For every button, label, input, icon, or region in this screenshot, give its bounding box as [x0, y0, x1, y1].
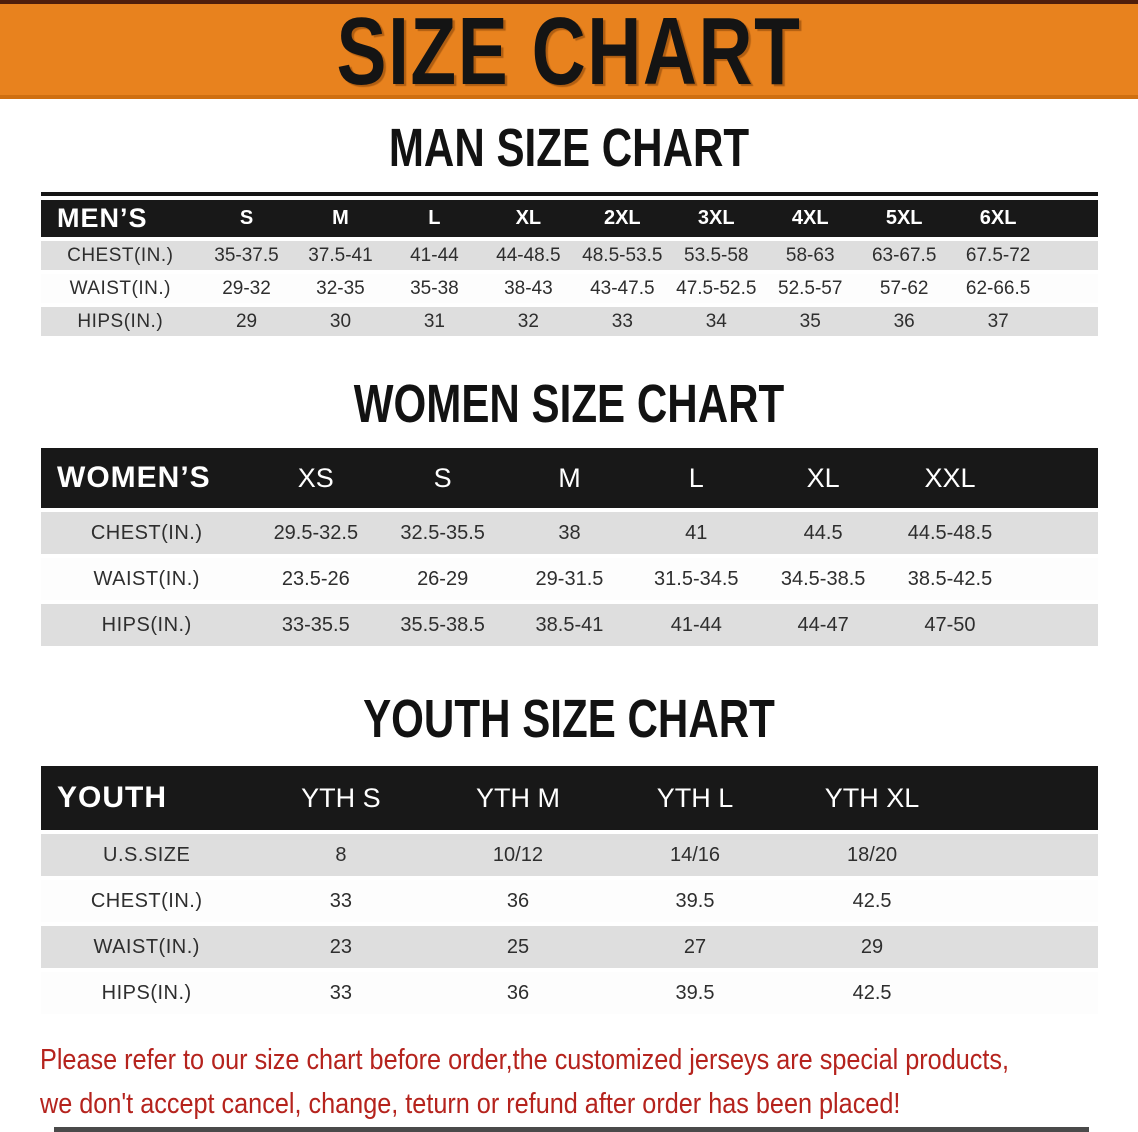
table-cell: 27: [606, 926, 783, 968]
order-notice-line-1: Please refer to our size chart before order,the customized jerseys are special products,: [40, 1044, 1010, 1076]
row-spacer-cell: [961, 972, 1098, 1014]
table-cell: 38: [506, 512, 633, 554]
table-cell: 36: [857, 307, 951, 336]
table-corner-label: MEN’S: [41, 200, 200, 237]
column-header: 5XL: [857, 200, 951, 237]
table-row: [41, 274, 1098, 303]
column-header: M: [293, 200, 387, 237]
table-cell: 35: [763, 307, 857, 336]
men-section-heading: MAN SIZE CHART: [388, 118, 750, 178]
table-header-row: [41, 448, 1098, 508]
table-cell: 32: [481, 307, 575, 336]
table-cell: 52.5-57: [763, 274, 857, 303]
women-section: [0, 374, 1138, 650]
row-label: CHEST(IN.): [41, 880, 252, 922]
row-label: WAIST(IN.): [41, 274, 200, 303]
table-row: [41, 972, 1098, 1014]
table-cell: 44.5-48.5: [887, 512, 1014, 554]
table-cell: 34.5-38.5: [760, 558, 887, 600]
table-cell: 44-47: [760, 604, 887, 646]
table-cell: 67.5-72: [951, 241, 1045, 270]
table-cell: 62-66.5: [951, 274, 1045, 303]
table-cell: 23: [252, 926, 429, 968]
table-row: [41, 558, 1098, 600]
table-cell: 37.5-41: [293, 241, 387, 270]
women-size-table: [41, 444, 1098, 650]
row-label: HIPS(IN.): [41, 307, 200, 336]
table-cell: 33: [252, 972, 429, 1014]
table-cell: 23.5-26: [252, 558, 379, 600]
table-corner-label: WOMEN’S: [41, 448, 252, 508]
table-cell: 25: [429, 926, 606, 968]
table-cell: 26-29: [379, 558, 506, 600]
table-cell: 41: [633, 512, 760, 554]
row-spacer-cell: [1013, 512, 1098, 554]
column-header: M: [506, 448, 633, 508]
row-label: HIPS(IN.): [41, 604, 252, 646]
header-spacer-cell: [1013, 448, 1098, 508]
table-header-row: [41, 200, 1098, 237]
table-cell: 33: [575, 307, 669, 336]
column-header: YTH S: [252, 766, 429, 830]
table-cell: 43-47.5: [575, 274, 669, 303]
table-cell: 47.5-52.5: [669, 274, 763, 303]
table-cell: 41-44: [387, 241, 481, 270]
table-row: [41, 604, 1098, 646]
row-spacer-cell: [1045, 241, 1098, 270]
table-cell: 29: [784, 926, 961, 968]
row-spacer-cell: [1013, 558, 1098, 600]
men-section: [0, 118, 1138, 340]
table-cell: 58-63: [763, 241, 857, 270]
table-cell: 36: [429, 880, 606, 922]
order-notice: [40, 1038, 1010, 1126]
column-header: 2XL: [575, 200, 669, 237]
table-cell: 38-43: [481, 274, 575, 303]
table-cell: 33-35.5: [252, 604, 379, 646]
row-spacer-cell: [1045, 307, 1098, 336]
header-spacer-cell: [1045, 200, 1098, 237]
youth-section: [0, 689, 1138, 1018]
table-cell: 35-37.5: [200, 241, 294, 270]
table-cell: 41-44: [633, 604, 760, 646]
youth-section-heading: YOUTH SIZE CHART: [363, 689, 775, 749]
row-label: WAIST(IN.): [41, 558, 252, 600]
row-spacer-cell: [961, 834, 1098, 876]
table-cell: 38.5-42.5: [887, 558, 1014, 600]
size-chart-banner: [0, 0, 1138, 105]
table-cell: 37: [951, 307, 1045, 336]
table-cell: 8: [252, 834, 429, 876]
table-cell: 35-38: [387, 274, 481, 303]
table-cell: 42.5: [784, 972, 961, 1014]
column-header: YTH XL: [784, 766, 961, 830]
bottom-cropped-strip: [54, 1127, 1089, 1132]
column-header: 6XL: [951, 200, 1045, 237]
table-cell: 34: [669, 307, 763, 336]
table-cell: 39.5: [606, 880, 783, 922]
table-cell: 63-67.5: [857, 241, 951, 270]
order-notice-line-2: we don't accept cancel, change, teturn or refund after order has been placed!: [40, 1088, 901, 1120]
table-cell: 14/16: [606, 834, 783, 876]
table-cell: 35.5-38.5: [379, 604, 506, 646]
table-corner-label: YOUTH: [41, 766, 252, 830]
column-header: S: [200, 200, 294, 237]
table-row: [41, 926, 1098, 968]
table-cell: 47-50: [887, 604, 1014, 646]
column-header: 4XL: [763, 200, 857, 237]
column-header: XL: [760, 448, 887, 508]
table-cell: 39.5: [606, 972, 783, 1014]
row-label: CHEST(IN.): [41, 512, 252, 554]
column-header: YTH M: [429, 766, 606, 830]
row-spacer-cell: [1013, 604, 1098, 646]
row-label: HIPS(IN.): [41, 972, 252, 1014]
youth-size-table: [41, 762, 1098, 1018]
table-row: [41, 880, 1098, 922]
table-cell: 30: [293, 307, 387, 336]
table-row: [41, 834, 1098, 876]
row-spacer-cell: [1045, 274, 1098, 303]
table-cell: 31: [387, 307, 481, 336]
table-cell: 29-32: [200, 274, 294, 303]
women-section-heading: WOMEN SIZE CHART: [353, 374, 785, 434]
table-cell: 33: [252, 880, 429, 922]
column-header: YTH L: [606, 766, 783, 830]
column-header: XL: [481, 200, 575, 237]
row-spacer-cell: [961, 926, 1098, 968]
table-cell: 31.5-34.5: [633, 558, 760, 600]
table-cell: 29-31.5: [506, 558, 633, 600]
table-cell: 32.5-35.5: [379, 512, 506, 554]
table-cell: 29.5-32.5: [252, 512, 379, 554]
table-row: [41, 241, 1098, 270]
table-cell: 36: [429, 972, 606, 1014]
table-cell: 42.5: [784, 880, 961, 922]
row-label: WAIST(IN.): [41, 926, 252, 968]
page-title: SIZE CHART: [336, 0, 802, 105]
table-cell: 44-48.5: [481, 241, 575, 270]
header-spacer-cell: [961, 766, 1098, 830]
table-cell: 32-35: [293, 274, 387, 303]
table-cell: 48.5-53.5: [575, 241, 669, 270]
column-header: L: [387, 200, 481, 237]
table-cell: 53.5-58: [669, 241, 763, 270]
column-header: XS: [252, 448, 379, 508]
column-header: XXL: [887, 448, 1014, 508]
column-header: 3XL: [669, 200, 763, 237]
column-header: L: [633, 448, 760, 508]
table-header-row: [41, 766, 1098, 830]
row-spacer-cell: [961, 880, 1098, 922]
row-label: U.S.SIZE: [41, 834, 252, 876]
table-cell: 57-62: [857, 274, 951, 303]
size-chart-body: [0, 118, 1138, 1126]
table-cell: 10/12: [429, 834, 606, 876]
table-cell: 29: [200, 307, 294, 336]
table-row: [41, 512, 1098, 554]
table-cell: 38.5-41: [506, 604, 633, 646]
table-cell: 18/20: [784, 834, 961, 876]
column-header: S: [379, 448, 506, 508]
table-row: [41, 307, 1098, 336]
row-label: CHEST(IN.): [41, 241, 200, 270]
table-cell: 44.5: [760, 512, 887, 554]
men-size-table: [41, 192, 1098, 340]
